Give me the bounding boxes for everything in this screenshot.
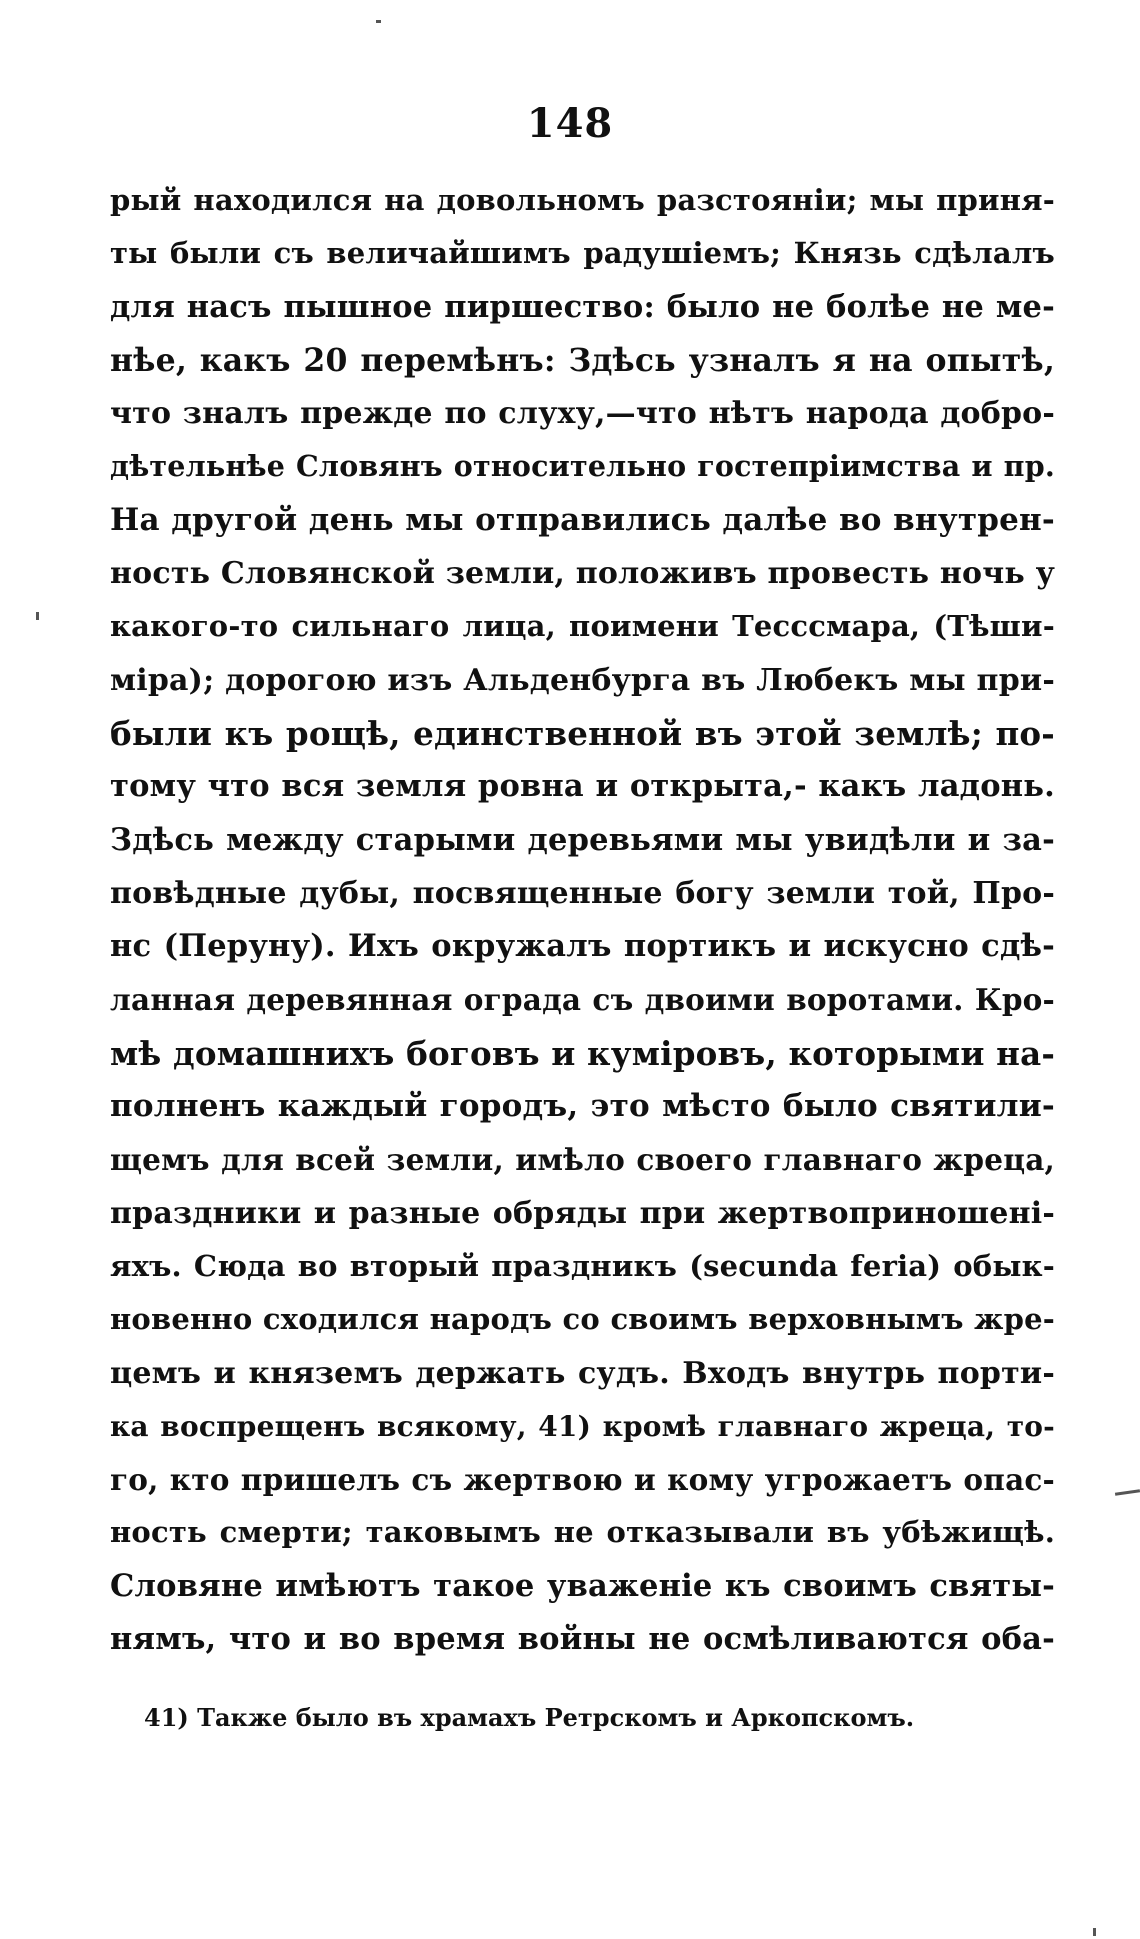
text-line: полненъ каждый городъ, это мѣсто было святили- [110, 1088, 1055, 1125]
text-line: нѣе, какъ 20 перемѣнъ: Здѣсь узналъ я на опытѣ, [110, 341, 1055, 379]
scan-speck [36, 612, 39, 620]
text-line: ность Словянской земли, положивъ провесть ночь у [110, 556, 1055, 592]
text-line: дѣтельнѣе Словянъ относительно гостепріимства и пр. [110, 449, 1055, 484]
text-line: Словяне имѣютъ такое уваженіе къ своимъ святы- [110, 1567, 1055, 1604]
scan-speck [1115, 1489, 1140, 1495]
text-line: новенно сходился народъ со своимъ верховнымъ жре- [110, 1302, 1055, 1337]
text-line: какого-то сильнаго лица, поимени Тесссмара, (Тѣши- [110, 609, 1055, 644]
text-line: что зналъ прежде по слуху,—что нѣтъ народа добро- [110, 396, 1055, 432]
text-line: нс (Перуну). Ихъ окружалъ портикъ и искусно сдѣ- [110, 928, 1055, 965]
text-line: для насъ пышное пиршество: было не болѣе не ме- [110, 288, 1055, 325]
text-line: щемъ для всей земли, имѣло своего главнаго жреца, [110, 1142, 1055, 1178]
text-line: были къ рощѣ, единственной въ этой землѣ; по- [110, 713, 1055, 753]
scan-speck [1093, 1928, 1096, 1936]
text-line: нямъ, что и во время войны не осмѣливаются оба- [110, 1621, 1055, 1658]
text-line: ка воспрещенъ всякому, 41) кромѣ главнаго жреца, то- [110, 1409, 1055, 1443]
text-line: яхъ. Сюда во вторый праздникъ (secunda feria) обык- [110, 1248, 1055, 1283]
text-line: го, кто пришелъ съ жертвою и кому угрожаетъ опас- [110, 1462, 1055, 1498]
text-line: рый находился на довольномъ разстояніи; мы приня- [110, 183, 1055, 217]
page-number: 148 [526, 100, 614, 147]
text-line: ность смерти; таковымъ не отказывали въ убѣжищѣ. [110, 1515, 1055, 1550]
text-line: мѣ домашнихъ боговъ и куміровъ, которыми на- [110, 1033, 1056, 1073]
text-line: міра); дорогою изъ Альденбурга въ Любекъ мы при- [110, 662, 1055, 698]
text-line: ты были съ величайшимъ радушіемъ; Князь сдѣлалъ [110, 236, 1055, 271]
text-line: праздники и разные обряды при жертвоприношені- [110, 1195, 1055, 1231]
text-line: повѣдные дубы, посвященные богу земли той, Про- [110, 875, 1055, 911]
text-line: цемъ и княземъ держать судъ. Входъ внутрь порти- [110, 1355, 1055, 1391]
body-text [110, 174, 1055, 1666]
text-line: тому что вся земля ровна и открыта,- какъ ладонь. [110, 768, 1055, 805]
footnote: 41) Также было въ храмахъ Ретрскомъ и Аркопскомъ. [144, 1703, 915, 1732]
text-line: Здѣсь между старыми деревьями мы увидѣли и за- [110, 821, 1055, 858]
text-line: ланная деревянная ограда съ двоими воротами. Кро- [110, 982, 1055, 1018]
scan-speck [376, 20, 381, 23]
text-line: На другой день мы отправились далѣе во внутрен- [110, 501, 1055, 538]
